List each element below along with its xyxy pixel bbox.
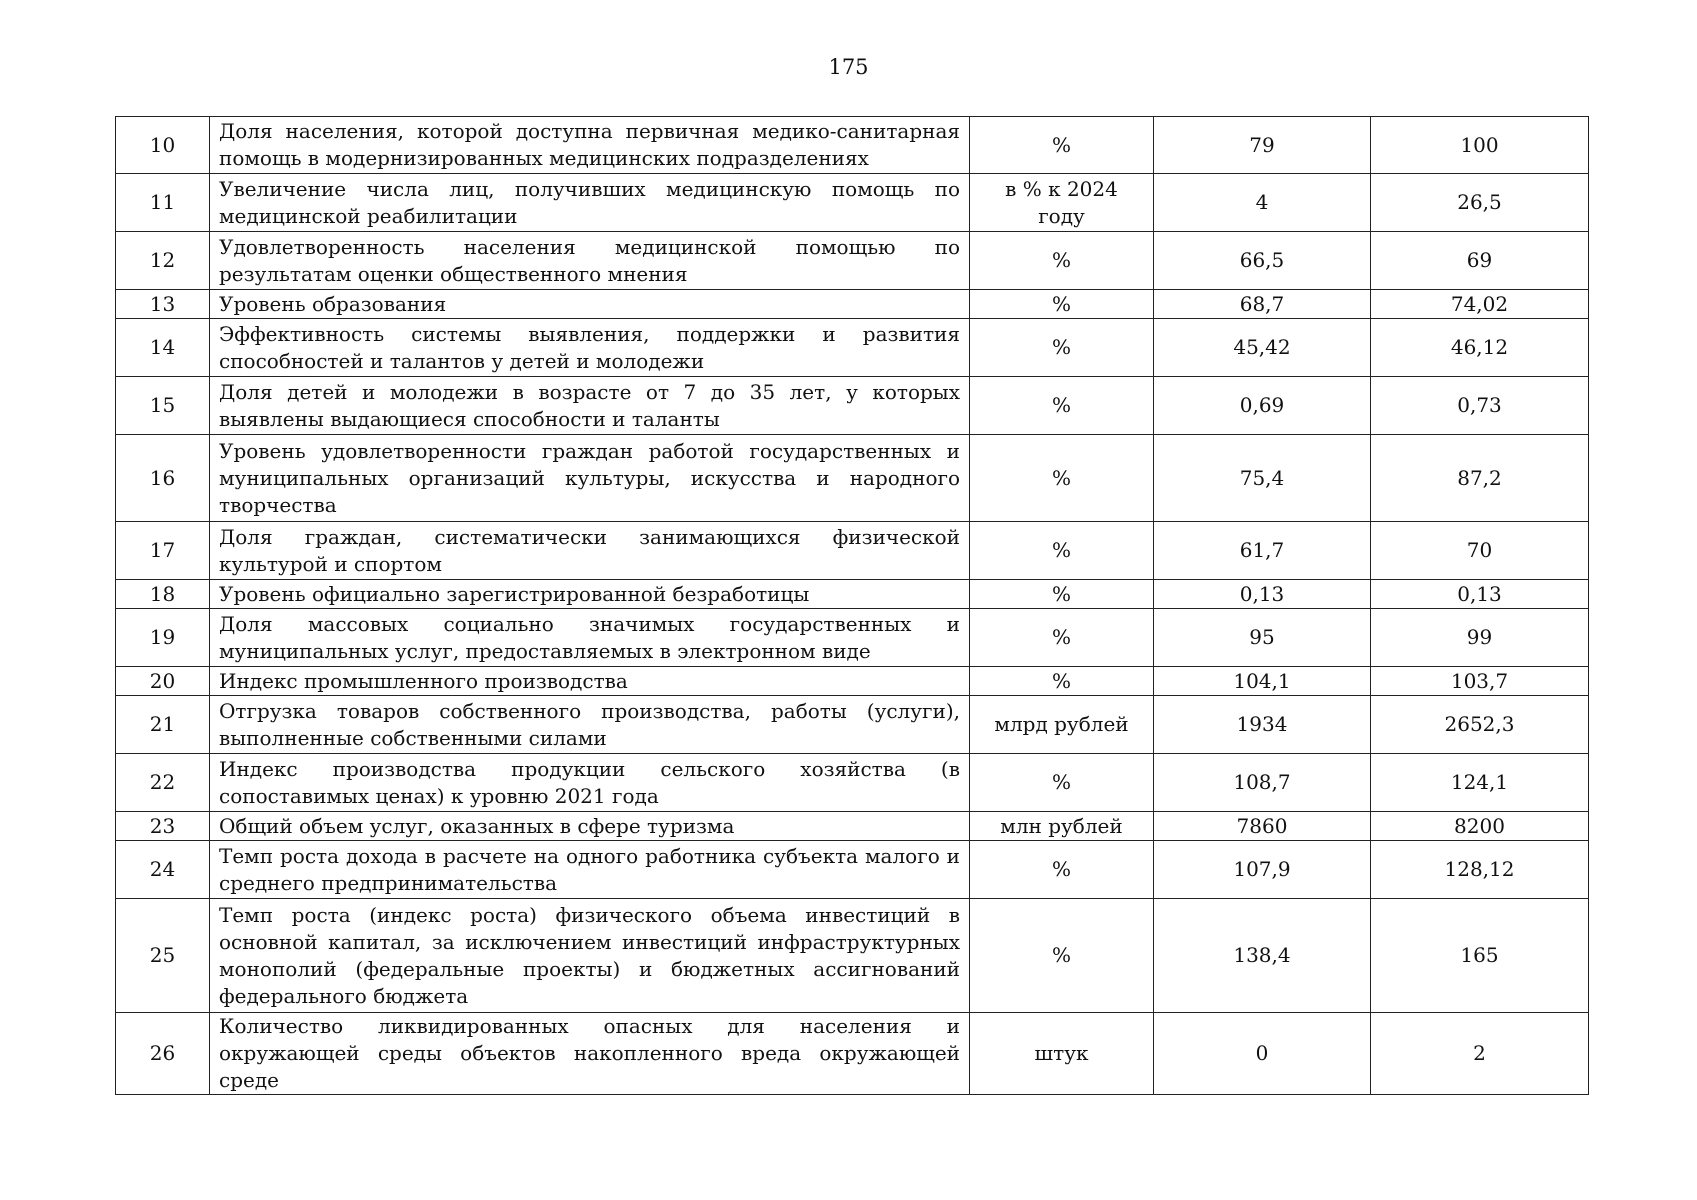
- value-1: 107,9: [1154, 841, 1371, 899]
- unit: %: [970, 609, 1154, 667]
- unit: %: [970, 232, 1154, 290]
- value-1: 0,69: [1154, 377, 1371, 435]
- indicator-name: Доля граждан, систематически занимающихся физической культурой и спортом: [210, 522, 970, 580]
- row-number: 19: [116, 609, 210, 667]
- table-row: [116, 696, 1589, 754]
- unit: млн рублей: [970, 812, 1154, 841]
- table-row: [116, 377, 1589, 435]
- value-1: 61,7: [1154, 522, 1371, 580]
- value-1: 4: [1154, 174, 1371, 232]
- value-1: 108,7: [1154, 754, 1371, 812]
- value-2: 69: [1371, 232, 1589, 290]
- row-number: 22: [116, 754, 210, 812]
- indicator-name: Увеличение числа лиц, получивших медицинскую помощь по медицинской реабилитации: [210, 174, 970, 232]
- value-1: 104,1: [1154, 667, 1371, 696]
- value-1: 75,4: [1154, 435, 1371, 522]
- unit: %: [970, 899, 1154, 1013]
- indicators-table: [115, 116, 1589, 1095]
- indicator-name: Общий объем услуг, оказанных в сфере туризма: [210, 812, 970, 841]
- table-row: [116, 1013, 1589, 1095]
- unit: %: [970, 841, 1154, 899]
- indicator-name: Уровень удовлетворенности граждан работой государственных и муниципальных организаций культуры, искусства и народного творчества: [210, 435, 970, 522]
- row-number: 25: [116, 899, 210, 1013]
- indicator-name: Доля населения, которой доступна первичная медико-санитарная помощь в модернизированных медицинских подразделениях: [210, 117, 970, 174]
- value-1: 45,42: [1154, 319, 1371, 377]
- table-row: [116, 117, 1589, 174]
- row-number: 12: [116, 232, 210, 290]
- row-number: 16: [116, 435, 210, 522]
- row-number: 14: [116, 319, 210, 377]
- unit: %: [970, 377, 1154, 435]
- unit: %: [970, 667, 1154, 696]
- indicator-name: Темп роста дохода в расчете на одного работника субъекта малого и среднего предпринимательства: [210, 841, 970, 899]
- indicator-name: Эффективность системы выявления, поддержки и развития способностей и талантов у детей и молодежи: [210, 319, 970, 377]
- value-1: 0,13: [1154, 580, 1371, 609]
- unit: в % к 2024 году: [970, 174, 1154, 232]
- indicator-name: Отгрузка товаров собственного производства, работы (услуги), выполненные собственными силами: [210, 696, 970, 754]
- value-2: 99: [1371, 609, 1589, 667]
- value-1: 95: [1154, 609, 1371, 667]
- value-2: 0,13: [1371, 580, 1589, 609]
- row-number: 24: [116, 841, 210, 899]
- value-2: 70: [1371, 522, 1589, 580]
- table-row: [116, 435, 1589, 522]
- value-1: 0: [1154, 1013, 1371, 1095]
- indicator-name: Индекс промышленного производства: [210, 667, 970, 696]
- row-number: 10: [116, 117, 210, 174]
- unit: %: [970, 754, 1154, 812]
- unit: %: [970, 580, 1154, 609]
- value-2: 124,1: [1371, 754, 1589, 812]
- indicator-name: Доля детей и молодежи в возрасте от 7 до 35 лет, у которых выявлены выдающиеся способности и таланты: [210, 377, 970, 435]
- value-1: 138,4: [1154, 899, 1371, 1013]
- value-1: 68,7: [1154, 290, 1371, 319]
- value-1: 66,5: [1154, 232, 1371, 290]
- table-row: [116, 522, 1589, 580]
- table-row: [116, 899, 1589, 1013]
- indicator-name: Количество ликвидированных опасных для населения и окружающей среды объектов накопленного вреда окружающей среде: [210, 1013, 970, 1095]
- value-2: 74,02: [1371, 290, 1589, 319]
- row-number: 20: [116, 667, 210, 696]
- unit: млрд рублей: [970, 696, 1154, 754]
- indicator-name: Доля массовых социально значимых государственных и муниципальных услуг, предоставляемых в электронном виде: [210, 609, 970, 667]
- page-number: 175: [828, 55, 869, 79]
- indicator-name: Уровень образования: [210, 290, 970, 319]
- value-2: 100: [1371, 117, 1589, 174]
- value-2: 26,5: [1371, 174, 1589, 232]
- value-2: 128,12: [1371, 841, 1589, 899]
- row-number: 11: [116, 174, 210, 232]
- value-2: 2: [1371, 1013, 1589, 1095]
- value-2: 103,7: [1371, 667, 1589, 696]
- value-2: 87,2: [1371, 435, 1589, 522]
- row-number: 23: [116, 812, 210, 841]
- table-row: [116, 667, 1589, 696]
- unit: штук: [970, 1013, 1154, 1095]
- table-row: [116, 754, 1589, 812]
- table-row: [116, 290, 1589, 319]
- unit: %: [970, 522, 1154, 580]
- indicator-name: Уровень официально зарегистрированной безработицы: [210, 580, 970, 609]
- row-number: 18: [116, 580, 210, 609]
- unit: %: [970, 290, 1154, 319]
- row-number: 21: [116, 696, 210, 754]
- value-2: 0,73: [1371, 377, 1589, 435]
- value-2: 8200: [1371, 812, 1589, 841]
- unit: %: [970, 435, 1154, 522]
- unit: %: [970, 117, 1154, 174]
- value-2: 46,12: [1371, 319, 1589, 377]
- table-row: [116, 319, 1589, 377]
- table-row: [116, 232, 1589, 290]
- indicator-name: Удовлетворенность населения медицинской помощью по результатам оценки общественного мнения: [210, 232, 970, 290]
- table-row: [116, 174, 1589, 232]
- row-number: 15: [116, 377, 210, 435]
- value-1: 79: [1154, 117, 1371, 174]
- row-number: 17: [116, 522, 210, 580]
- table-row: [116, 580, 1589, 609]
- row-number: 26: [116, 1013, 210, 1095]
- indicator-name: Темп роста (индекс роста) физического объема инвестиций в основной капитал, за исключением инвестиций инфраструктурных монополий (федеральные проекты) и бюджетных ассигнований федерального бюджета: [210, 899, 970, 1013]
- table-row: [116, 609, 1589, 667]
- row-number: 13: [116, 290, 210, 319]
- value-1: 7860: [1154, 812, 1371, 841]
- value-2: 165: [1371, 899, 1589, 1013]
- table-row: [116, 841, 1589, 899]
- value-2: 2652,3: [1371, 696, 1589, 754]
- unit: %: [970, 319, 1154, 377]
- indicator-name: Индекс производства продукции сельского хозяйства (в сопоставимых ценах) к уровню 2021 года: [210, 754, 970, 812]
- value-1: 1934: [1154, 696, 1371, 754]
- table-row: [116, 812, 1589, 841]
